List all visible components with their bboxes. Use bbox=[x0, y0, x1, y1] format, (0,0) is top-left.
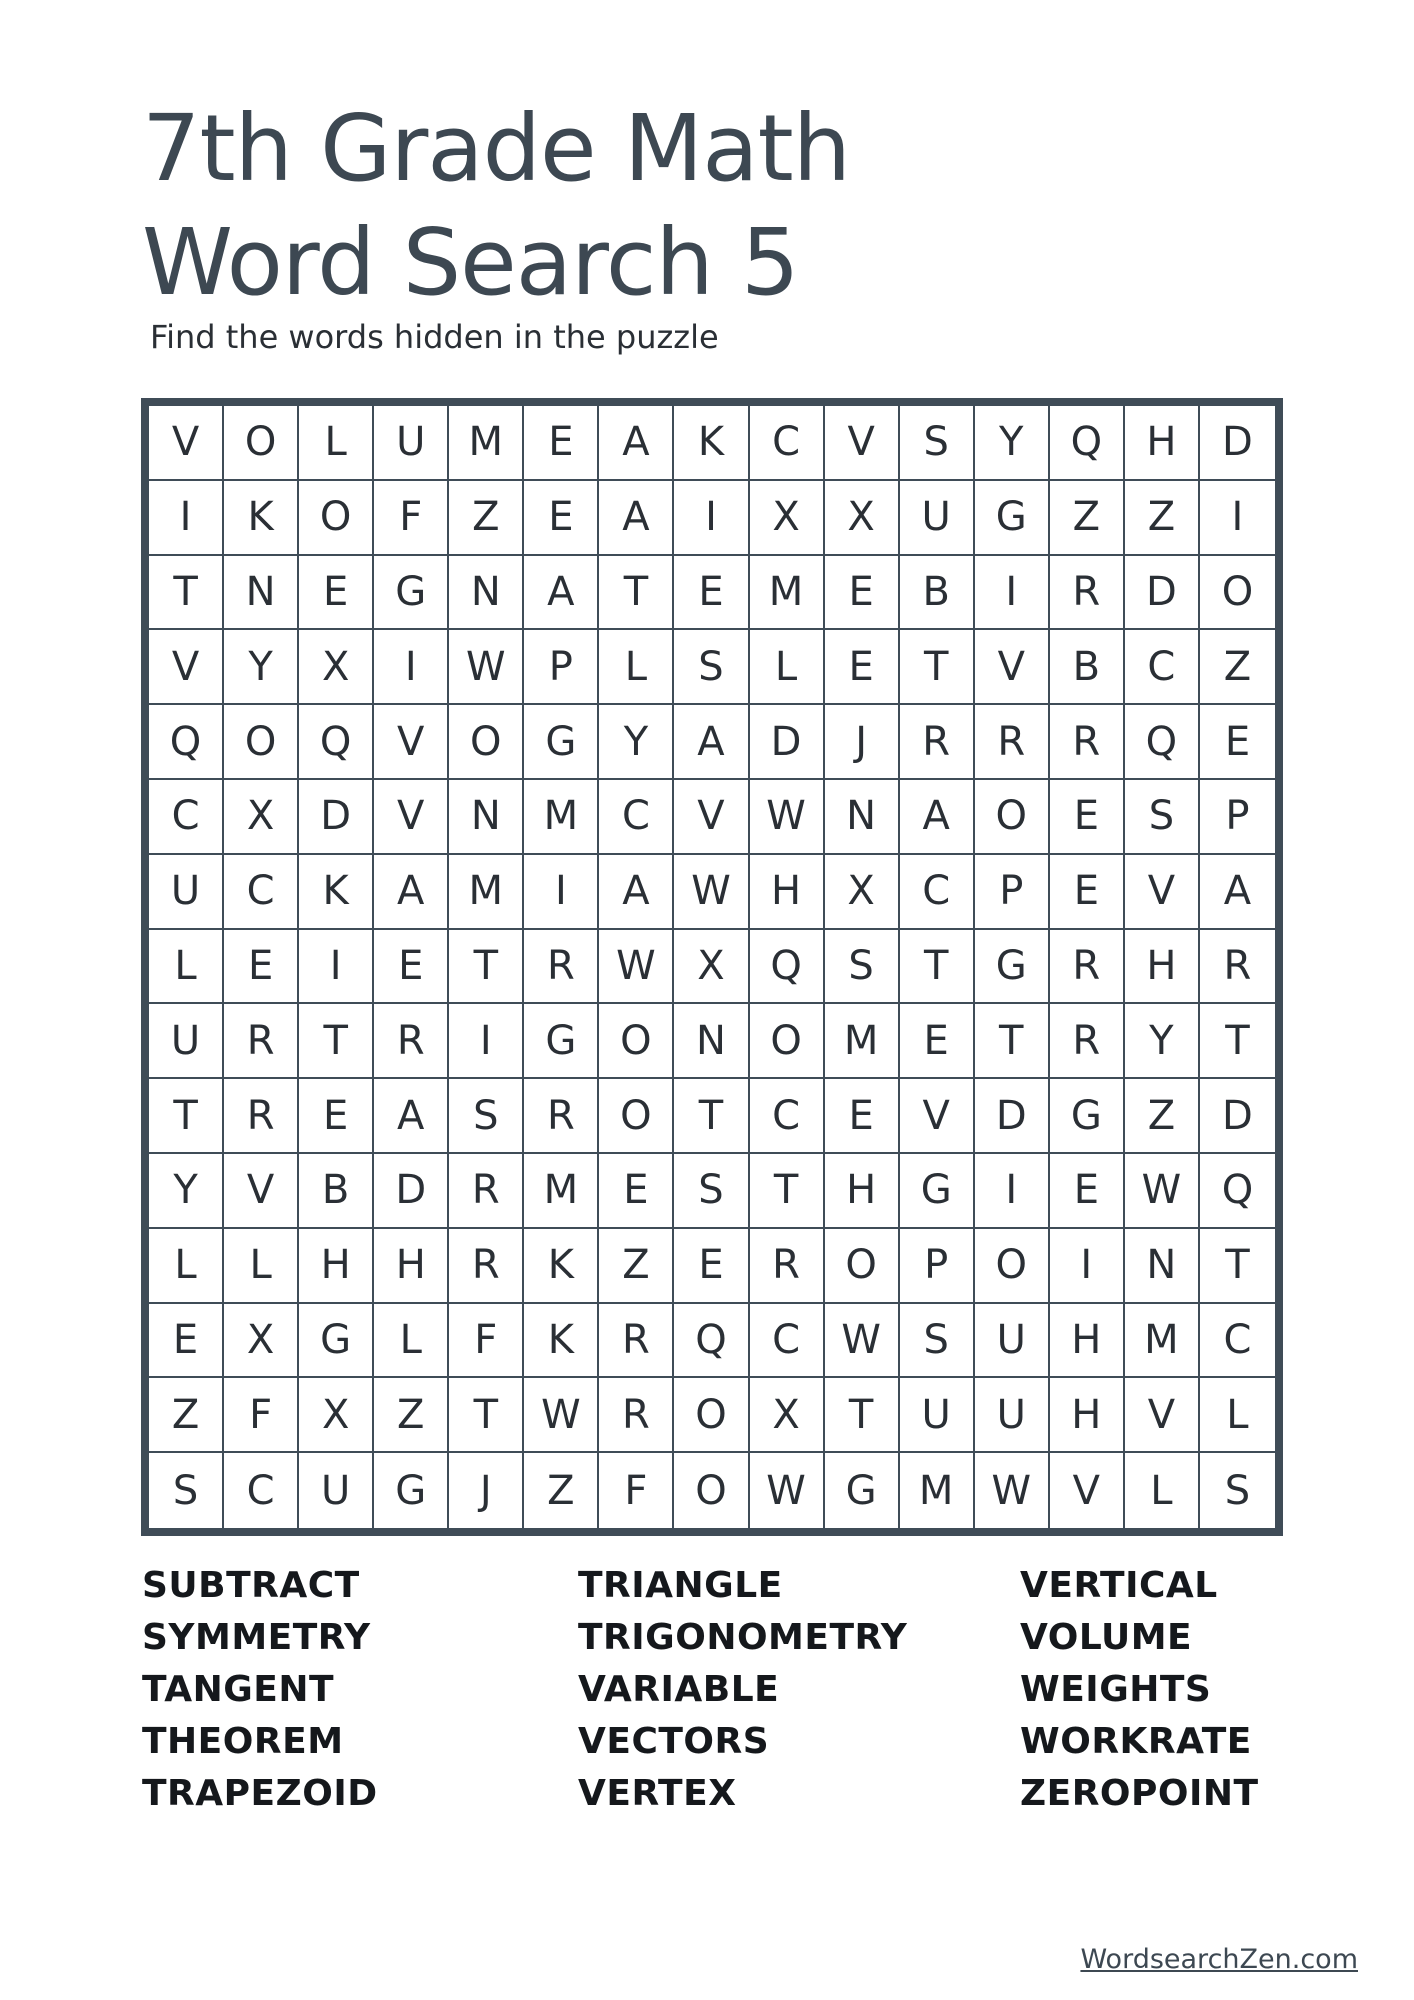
grid-cell[interactable]: X bbox=[224, 780, 299, 855]
grid-cell[interactable]: T bbox=[1200, 1004, 1275, 1079]
grid-cell[interactable]: T bbox=[449, 930, 524, 1005]
grid-cell[interactable]: E bbox=[674, 1229, 749, 1304]
grid-cell[interactable]: B bbox=[1050, 630, 1125, 705]
page-title-line-1: 7th Grade Math bbox=[142, 95, 851, 202]
grid-cell[interactable]: V bbox=[674, 780, 749, 855]
grid-cell[interactable]: I bbox=[975, 556, 1050, 631]
grid-cell[interactable]: T bbox=[449, 1378, 524, 1453]
grid-cell[interactable]: O bbox=[750, 1004, 825, 1079]
grid-cell[interactable]: V bbox=[149, 406, 224, 481]
grid-cell[interactable]: I bbox=[1200, 481, 1275, 556]
grid-cell[interactable]: C bbox=[599, 780, 674, 855]
grid-cell[interactable]: H bbox=[299, 1229, 374, 1304]
grid-cell[interactable]: M bbox=[449, 855, 524, 930]
grid-cell[interactable]: Y bbox=[224, 630, 299, 705]
word-list-item: WORKRATE bbox=[1020, 1721, 1252, 1762]
grid-cell[interactable]: D bbox=[975, 1079, 1050, 1154]
grid-cell[interactable]: Q bbox=[750, 930, 825, 1005]
grid-cell[interactable]: E bbox=[674, 556, 749, 631]
page-title bbox=[142, 92, 850, 320]
grid-cell[interactable]: S bbox=[449, 1079, 524, 1154]
grid-cell[interactable]: M bbox=[524, 780, 599, 855]
grid-cell[interactable]: V bbox=[374, 780, 449, 855]
grid-cell[interactable]: U bbox=[975, 1378, 1050, 1453]
grid-cell[interactable]: U bbox=[149, 855, 224, 930]
grid-cell[interactable]: V bbox=[900, 1079, 975, 1154]
grid-cell[interactable]: E bbox=[374, 930, 449, 1005]
grid-cell[interactable]: X bbox=[299, 1378, 374, 1453]
grid-cell[interactable]: W bbox=[975, 1453, 1050, 1528]
grid-cell[interactable]: X bbox=[674, 930, 749, 1005]
grid-cell[interactable]: A bbox=[599, 481, 674, 556]
grid-cell[interactable]: Z bbox=[149, 1378, 224, 1453]
grid-cell[interactable]: G bbox=[1050, 1079, 1125, 1154]
grid-cell[interactable]: M bbox=[524, 1154, 599, 1229]
grid-cell[interactable]: Q bbox=[299, 705, 374, 780]
grid-cell[interactable]: E bbox=[825, 556, 900, 631]
grid-cell[interactable]: K bbox=[224, 481, 299, 556]
grid-cell[interactable]: B bbox=[299, 1154, 374, 1229]
grid-cell[interactable]: D bbox=[1125, 556, 1200, 631]
grid-cell[interactable]: N bbox=[449, 556, 524, 631]
grid-cell[interactable]: R bbox=[975, 705, 1050, 780]
grid-cell[interactable]: M bbox=[900, 1453, 975, 1528]
grid-cell[interactable]: U bbox=[900, 481, 975, 556]
grid-cell[interactable]: S bbox=[674, 630, 749, 705]
grid-cell[interactable]: R bbox=[900, 705, 975, 780]
grid-cell[interactable]: O bbox=[825, 1229, 900, 1304]
grid-cell[interactable]: A bbox=[374, 855, 449, 930]
grid-cell[interactable]: Z bbox=[599, 1229, 674, 1304]
grid-cell[interactable]: H bbox=[1125, 930, 1200, 1005]
grid-cell[interactable]: O bbox=[599, 1079, 674, 1154]
grid-cell[interactable]: O bbox=[299, 481, 374, 556]
grid-cell[interactable]: L bbox=[750, 630, 825, 705]
grid-cell[interactable]: W bbox=[524, 1378, 599, 1453]
grid-cell[interactable]: M bbox=[750, 556, 825, 631]
grid-cell[interactable]: P bbox=[900, 1229, 975, 1304]
word-list-item: TRIGONOMETRY bbox=[578, 1617, 908, 1658]
grid-cell[interactable]: E bbox=[900, 1004, 975, 1079]
site-link[interactable]: WordsearchZen.com bbox=[1080, 1944, 1358, 1975]
grid-cell[interactable]: U bbox=[374, 406, 449, 481]
grid-cell[interactable]: X bbox=[750, 481, 825, 556]
grid-cell[interactable]: U bbox=[900, 1378, 975, 1453]
grid-cell[interactable]: V bbox=[1125, 1378, 1200, 1453]
word-list-item: TRAPEZOID bbox=[142, 1773, 378, 1814]
grid-cell[interactable]: F bbox=[599, 1453, 674, 1528]
grid-cell[interactable]: K bbox=[524, 1229, 599, 1304]
grid-cell[interactable]: E bbox=[149, 1304, 224, 1379]
grid-cell[interactable]: C bbox=[1200, 1304, 1275, 1379]
word-list-item: ZEROPOINT bbox=[1020, 1773, 1259, 1814]
grid-cell[interactable]: C bbox=[900, 855, 975, 930]
grid-cell[interactable]: O bbox=[674, 1378, 749, 1453]
grid-cell[interactable]: F bbox=[374, 481, 449, 556]
grid-cell[interactable]: L bbox=[374, 1304, 449, 1379]
word-list-column-2 bbox=[578, 1560, 907, 1820]
grid-cell[interactable]: I bbox=[449, 1004, 524, 1079]
grid-cell[interactable]: N bbox=[1125, 1229, 1200, 1304]
grid-cell[interactable]: Q bbox=[149, 705, 224, 780]
grid-cell[interactable]: G bbox=[374, 556, 449, 631]
grid-cell[interactable]: Y bbox=[975, 406, 1050, 481]
grid-cell[interactable]: W bbox=[599, 930, 674, 1005]
grid-cell[interactable]: A bbox=[374, 1079, 449, 1154]
grid-cell[interactable]: K bbox=[524, 1304, 599, 1379]
grid-cell[interactable]: E bbox=[524, 406, 599, 481]
grid-cell[interactable]: O bbox=[449, 705, 524, 780]
word-list-item: WEIGHTS bbox=[1020, 1669, 1212, 1710]
grid-cell[interactable]: T bbox=[825, 1378, 900, 1453]
grid-cell[interactable]: C bbox=[1125, 630, 1200, 705]
grid-cell[interactable]: A bbox=[900, 780, 975, 855]
grid-cell[interactable]: G bbox=[524, 705, 599, 780]
grid-cell[interactable]: G bbox=[299, 1304, 374, 1379]
grid-cell[interactable]: X bbox=[825, 855, 900, 930]
grid-cell[interactable]: I bbox=[524, 855, 599, 930]
grid-cell[interactable]: A bbox=[674, 705, 749, 780]
grid-cell[interactable]: W bbox=[1125, 1154, 1200, 1229]
grid-cell[interactable]: O bbox=[224, 705, 299, 780]
grid-cell[interactable]: S bbox=[1125, 780, 1200, 855]
grid-cell[interactable]: I bbox=[1050, 1229, 1125, 1304]
grid-cell[interactable]: X bbox=[299, 630, 374, 705]
grid-cell[interactable]: G bbox=[524, 1004, 599, 1079]
grid-cell[interactable]: O bbox=[975, 1229, 1050, 1304]
grid-cell[interactable]: P bbox=[1200, 780, 1275, 855]
grid-cell[interactable]: N bbox=[674, 1004, 749, 1079]
grid-cell[interactable]: I bbox=[674, 481, 749, 556]
grid-cell[interactable]: N bbox=[224, 556, 299, 631]
grid-cell[interactable]: E bbox=[599, 1154, 674, 1229]
grid-cell[interactable]: L bbox=[299, 406, 374, 481]
grid-cell[interactable]: T bbox=[900, 630, 975, 705]
grid-cell[interactable]: P bbox=[975, 855, 1050, 930]
grid-cell[interactable]: S bbox=[900, 1304, 975, 1379]
grid-cell[interactable]: W bbox=[449, 630, 524, 705]
grid-cell[interactable]: W bbox=[674, 855, 749, 930]
word-list-column-1 bbox=[142, 1560, 378, 1820]
grid-cell[interactable]: D bbox=[1200, 406, 1275, 481]
grid-cell[interactable]: G bbox=[975, 930, 1050, 1005]
grid-cell[interactable]: A bbox=[599, 406, 674, 481]
grid-cell[interactable]: O bbox=[975, 780, 1050, 855]
grid-cell[interactable]: G bbox=[900, 1154, 975, 1229]
grid-cell[interactable]: S bbox=[149, 1453, 224, 1528]
grid-cell[interactable]: M bbox=[825, 1004, 900, 1079]
grid-cell[interactable]: T bbox=[900, 930, 975, 1005]
grid-cell[interactable]: R bbox=[449, 1229, 524, 1304]
grid-cell[interactable]: D bbox=[299, 780, 374, 855]
grid-cell[interactable]: C bbox=[149, 780, 224, 855]
grid-cell[interactable]: E bbox=[1200, 705, 1275, 780]
grid-cell[interactable]: U bbox=[975, 1304, 1050, 1379]
grid-cell[interactable]: E bbox=[1050, 1154, 1125, 1229]
grid-cell[interactable]: I bbox=[299, 930, 374, 1005]
grid-cell[interactable]: Y bbox=[1125, 1004, 1200, 1079]
grid-cell[interactable]: K bbox=[674, 406, 749, 481]
grid-cell[interactable]: E bbox=[1050, 855, 1125, 930]
grid-cell[interactable]: L bbox=[149, 930, 224, 1005]
grid-cell[interactable]: U bbox=[299, 1453, 374, 1528]
grid-cell[interactable]: V bbox=[1125, 855, 1200, 930]
grid-cell[interactable]: Y bbox=[149, 1154, 224, 1229]
grid-cell[interactable]: O bbox=[674, 1453, 749, 1528]
grid-cell[interactable]: C bbox=[224, 855, 299, 930]
grid-cell[interactable]: T bbox=[149, 1079, 224, 1154]
grid-cell[interactable]: L bbox=[1200, 1378, 1275, 1453]
grid-cell[interactable]: E bbox=[224, 930, 299, 1005]
grid-cell[interactable]: D bbox=[1200, 1079, 1275, 1154]
grid-cell[interactable]: Z bbox=[1125, 481, 1200, 556]
word-list-item: VARIABLE bbox=[578, 1669, 780, 1710]
word-list-item: THEOREM bbox=[142, 1721, 344, 1762]
grid-cell[interactable]: R bbox=[374, 1004, 449, 1079]
grid-cell[interactable]: I bbox=[374, 630, 449, 705]
grid-cell[interactable]: L bbox=[224, 1229, 299, 1304]
grid-cell[interactable]: O bbox=[1200, 556, 1275, 631]
grid-cell[interactable]: T bbox=[299, 1004, 374, 1079]
grid-cell[interactable]: B bbox=[900, 556, 975, 631]
grid-cell[interactable]: V bbox=[149, 630, 224, 705]
grid-cell[interactable]: Z bbox=[449, 481, 524, 556]
grid-cell[interactable]: Y bbox=[599, 705, 674, 780]
grid-cell[interactable]: O bbox=[599, 1004, 674, 1079]
grid-cell[interactable]: E bbox=[825, 1079, 900, 1154]
grid-cell[interactable]: R bbox=[1200, 930, 1275, 1005]
grid-cell[interactable]: S bbox=[900, 406, 975, 481]
grid-cell[interactable]: H bbox=[374, 1229, 449, 1304]
grid-cell[interactable]: A bbox=[524, 556, 599, 631]
grid-cell[interactable]: W bbox=[750, 1453, 825, 1528]
word-list-item: SYMMETRY bbox=[142, 1617, 371, 1658]
grid-cell[interactable]: G bbox=[374, 1453, 449, 1528]
grid-cell[interactable]: E bbox=[1050, 780, 1125, 855]
grid-cell[interactable]: V bbox=[825, 406, 900, 481]
grid-cell[interactable]: R bbox=[599, 1378, 674, 1453]
grid-cell[interactable]: C bbox=[750, 406, 825, 481]
grid-cell[interactable]: L bbox=[1125, 1453, 1200, 1528]
grid-cell[interactable]: R bbox=[224, 1079, 299, 1154]
grid-cell[interactable]: Q bbox=[1050, 406, 1125, 481]
word-list-item: SUBTRACT bbox=[142, 1565, 360, 1606]
grid-cell[interactable]: U bbox=[149, 1004, 224, 1079]
grid-cell[interactable]: Z bbox=[1200, 630, 1275, 705]
grid-cell[interactable]: X bbox=[224, 1304, 299, 1379]
instructions-text: Find the words hidden in the puzzle bbox=[150, 318, 719, 356]
grid-cell[interactable]: T bbox=[599, 556, 674, 631]
grid-cell[interactable]: C bbox=[750, 1079, 825, 1154]
grid-cell[interactable]: R bbox=[449, 1154, 524, 1229]
grid-cell[interactable]: D bbox=[374, 1154, 449, 1229]
grid-cell[interactable]: V bbox=[1050, 1453, 1125, 1528]
grid-cell[interactable]: S bbox=[825, 930, 900, 1005]
grid-cell[interactable]: R bbox=[224, 1004, 299, 1079]
grid-cell[interactable]: M bbox=[1125, 1304, 1200, 1379]
word-list-item: VERTICAL bbox=[1020, 1565, 1218, 1606]
grid-cell[interactable]: Q bbox=[1125, 705, 1200, 780]
grid-cell[interactable]: H bbox=[825, 1154, 900, 1229]
grid-cell[interactable]: R bbox=[1050, 1004, 1125, 1079]
grid-cell[interactable]: H bbox=[1125, 406, 1200, 481]
grid-cell[interactable]: E bbox=[299, 1079, 374, 1154]
grid-cell[interactable]: H bbox=[750, 855, 825, 930]
grid-cell[interactable]: R bbox=[1050, 556, 1125, 631]
grid-cell[interactable]: L bbox=[149, 1229, 224, 1304]
grid-cell[interactable]: G bbox=[825, 1453, 900, 1528]
grid-cell[interactable]: V bbox=[374, 705, 449, 780]
grid-cell[interactable]: K bbox=[299, 855, 374, 930]
grid-cell[interactable]: S bbox=[674, 1154, 749, 1229]
grid-cell[interactable]: T bbox=[674, 1079, 749, 1154]
grid-cell[interactable]: R bbox=[1050, 930, 1125, 1005]
grid-cell[interactable]: R bbox=[524, 1079, 599, 1154]
grid-cell[interactable]: G bbox=[975, 481, 1050, 556]
grid-cell[interactable]: T bbox=[149, 556, 224, 631]
grid-cell[interactable]: J bbox=[825, 705, 900, 780]
word-list-item: TRIANGLE bbox=[578, 1565, 783, 1606]
grid-cell[interactable]: J bbox=[449, 1453, 524, 1528]
grid-cell[interactable]: T bbox=[975, 1004, 1050, 1079]
grid-cell[interactable]: A bbox=[1200, 855, 1275, 930]
grid-cell[interactable]: R bbox=[599, 1304, 674, 1379]
word-search-grid bbox=[141, 398, 1283, 1536]
grid-cell[interactable]: X bbox=[825, 481, 900, 556]
grid-cell[interactable]: R bbox=[1050, 705, 1125, 780]
grid-cell[interactable]: F bbox=[449, 1304, 524, 1379]
grid-cell[interactable]: I bbox=[149, 481, 224, 556]
word-list bbox=[142, 1560, 1292, 1820]
grid-cell[interactable]: M bbox=[449, 406, 524, 481]
grid-cell[interactable]: O bbox=[224, 406, 299, 481]
word-list-item: VERTEX bbox=[578, 1773, 737, 1814]
grid-cell[interactable]: R bbox=[750, 1229, 825, 1304]
grid-cell[interactable]: Z bbox=[524, 1453, 599, 1528]
grid-cell[interactable]: W bbox=[750, 780, 825, 855]
word-list-column-3 bbox=[1020, 1560, 1259, 1820]
grid-cell[interactable]: A bbox=[599, 855, 674, 930]
grid-cell[interactable]: R bbox=[524, 930, 599, 1005]
grid-cell[interactable]: P bbox=[524, 630, 599, 705]
grid-cell[interactable]: Z bbox=[1050, 481, 1125, 556]
grid-cell[interactable]: Q bbox=[674, 1304, 749, 1379]
grid-cell[interactable]: Q bbox=[1200, 1154, 1275, 1229]
grid-cell[interactable]: H bbox=[1050, 1304, 1125, 1379]
grid-cell[interactable]: N bbox=[449, 780, 524, 855]
word-list-item: VOLUME bbox=[1020, 1617, 1193, 1658]
grid-cell[interactable]: H bbox=[1050, 1378, 1125, 1453]
word-list-item: TANGENT bbox=[142, 1669, 335, 1710]
grid-cell[interactable]: N bbox=[825, 780, 900, 855]
grid-cell[interactable]: Z bbox=[374, 1378, 449, 1453]
grid-cell[interactable]: W bbox=[825, 1304, 900, 1379]
grid-cell[interactable]: C bbox=[750, 1304, 825, 1379]
grid-cell[interactable]: E bbox=[299, 556, 374, 631]
grid-cell[interactable]: V bbox=[975, 630, 1050, 705]
grid-cell[interactable]: T bbox=[750, 1154, 825, 1229]
grid-cell[interactable]: X bbox=[750, 1378, 825, 1453]
grid-cell[interactable]: T bbox=[1200, 1229, 1275, 1304]
grid-cell[interactable]: F bbox=[224, 1378, 299, 1453]
grid-cell[interactable]: S bbox=[1224, 1467, 1251, 1514]
grid-cell[interactable]: L bbox=[599, 630, 674, 705]
grid-cell[interactable]: D bbox=[750, 705, 825, 780]
grid-cell[interactable]: C bbox=[224, 1453, 299, 1528]
word-list-item: VECTORS bbox=[578, 1721, 770, 1762]
grid-cell[interactable]: V bbox=[224, 1154, 299, 1229]
grid-cell[interactable]: Z bbox=[1125, 1079, 1200, 1154]
page-title-line-2: Word Search 5 bbox=[142, 209, 799, 316]
grid-cell[interactable]: I bbox=[975, 1154, 1050, 1229]
grid-cell[interactable]: E bbox=[825, 630, 900, 705]
grid-cell[interactable]: E bbox=[524, 481, 599, 556]
